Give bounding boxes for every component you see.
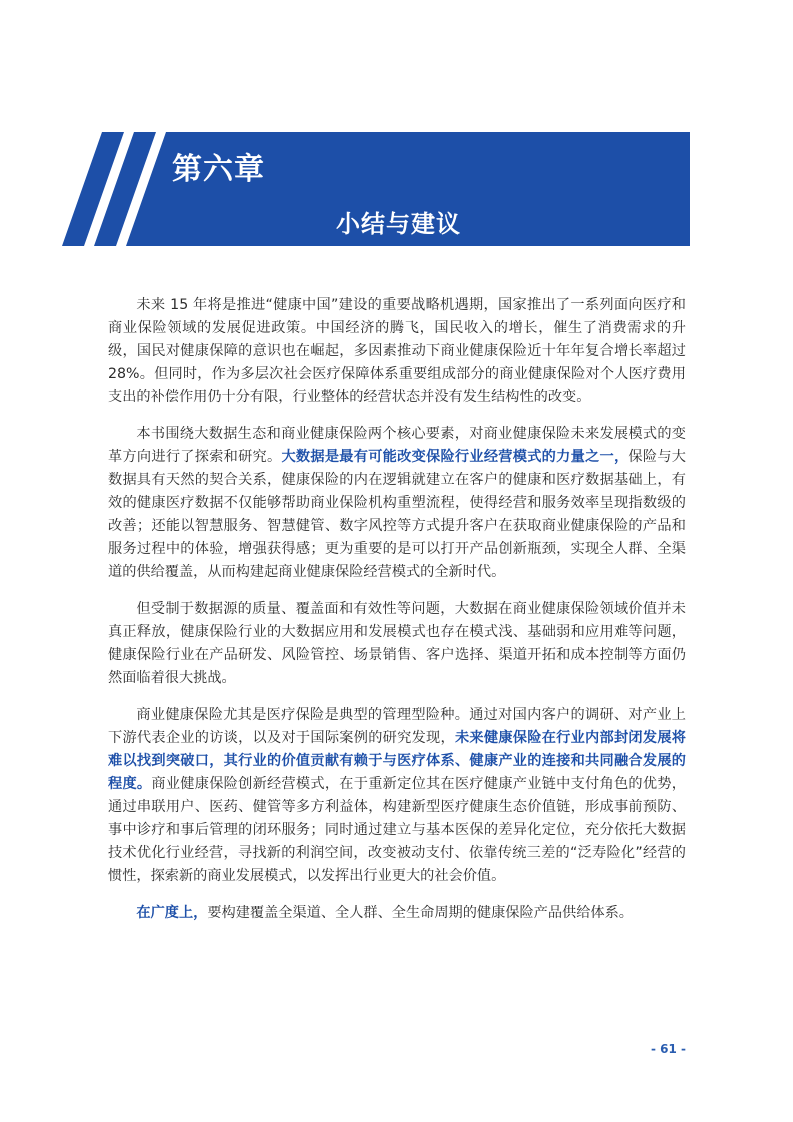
page-number: - 61 -: [650, 1042, 686, 1056]
paragraph-2: [108, 423, 686, 584]
paragraph-text: 商业健康保险创新经营模式，在于重新定位其在医疗健康产业链中支付角色的优势，通过串联用户、医药、健管等多方利益体，构建新型医疗健康生态价值链，形成事前预防、事中诊疗和事后管理的闭环服务；同时通过建立与基本医保的差异化定位，充分依托大数据技术优化行业经营，寻找新的利润空间，改变被动支付、依靠传统三差的“泛寿险化”经营的惯性，探索新的商业发展模式，以发挥出行业更大的社会价值。: [108, 776, 686, 884]
paragraph-4: [108, 704, 686, 888]
paragraph-text: 未来 15 年将是推进“健康中国”建设的重要战略机遇期，国家推出了一系列面向医疗和商业保险领域的发展促进政策。中国经济的腾飞，国民收入的增长，催生了消费需求的升级，国民对健康保障的意识也在崛起，多因素推动下商业健康保险近十年年复合增长率超过 28%。但同时，作为多层次社会医疗保障体系重要组成部分的商业健康保险对个人医疗费用支出的补偿作用仍十分有限，行业整体的经营状态并没有发生结构性的改变。: [108, 297, 686, 405]
paragraph-1: [108, 294, 686, 409]
paragraph-3: [108, 598, 686, 690]
highlighted-text: 在广度上，: [136, 905, 208, 921]
paragraph-text: 但受制于数据源的质量、覆盖面和有效性等问题，大数据在商业健康保险领域价值并未真正释放，健康保险行业的大数据应用和发展模式也存在模式浅、基础弱和应用难等问题，健康保险行业在产品研发、风险管控、场景销售、客户选择、渠道开拓和成本控制等方面仍然面临着很大挑战。: [108, 601, 686, 686]
paragraph-5: [108, 902, 686, 925]
paragraph-text: 商业健康保险尤其是医疗保险是典型的管理型险种。通过对国内客户的调研、对产业上下游代表企业的访谈，以及对于国际案例的研究发现，: [108, 707, 686, 746]
paragraph-text: 要构建覆盖全渠道、全人群、全生命周期的健康保险产品供给体系。: [207, 905, 633, 921]
paragraph-text: 本书围绕大数据生态和商业健康保险两个核心要素，对商业健康保险未来发展模式的变革方向进行了探索和研究。: [108, 426, 686, 465]
highlighted-text: 未来健康保险在行业内部封闭发展将难以找到突破口，其行业的价值贡献有赖于与医疗体系、健康产业的连接和共同融合发展的程度。: [108, 730, 686, 792]
body-text: [108, 294, 686, 939]
chapter-title: 小结与建议: [336, 210, 461, 238]
chapter-label: 第六章: [172, 152, 265, 187]
highlighted-text: 大数据是最有可能改变保险行业经营模式的力量之一，: [281, 449, 629, 465]
paragraph-text: 保险与大数据具有天然的契合关系，健康保险的内在逻辑就建立在客户的健康和医疗数据基础上，有效的健康医疗数据不仅能够帮助商业保险机构重塑流程，使得经营和服务效率呈现指数级的改善；还能以智慧服务、智慧健管、数字风控等方式提升客户在获取商业健康保险的产品和服务过程中的体验，增强获得感；更为重要的是可以打开产品创新瓶颈，实现全人群、全渠道的供给覆盖，从而构建起商业健康保险经营模式的全新时代。: [108, 449, 686, 580]
